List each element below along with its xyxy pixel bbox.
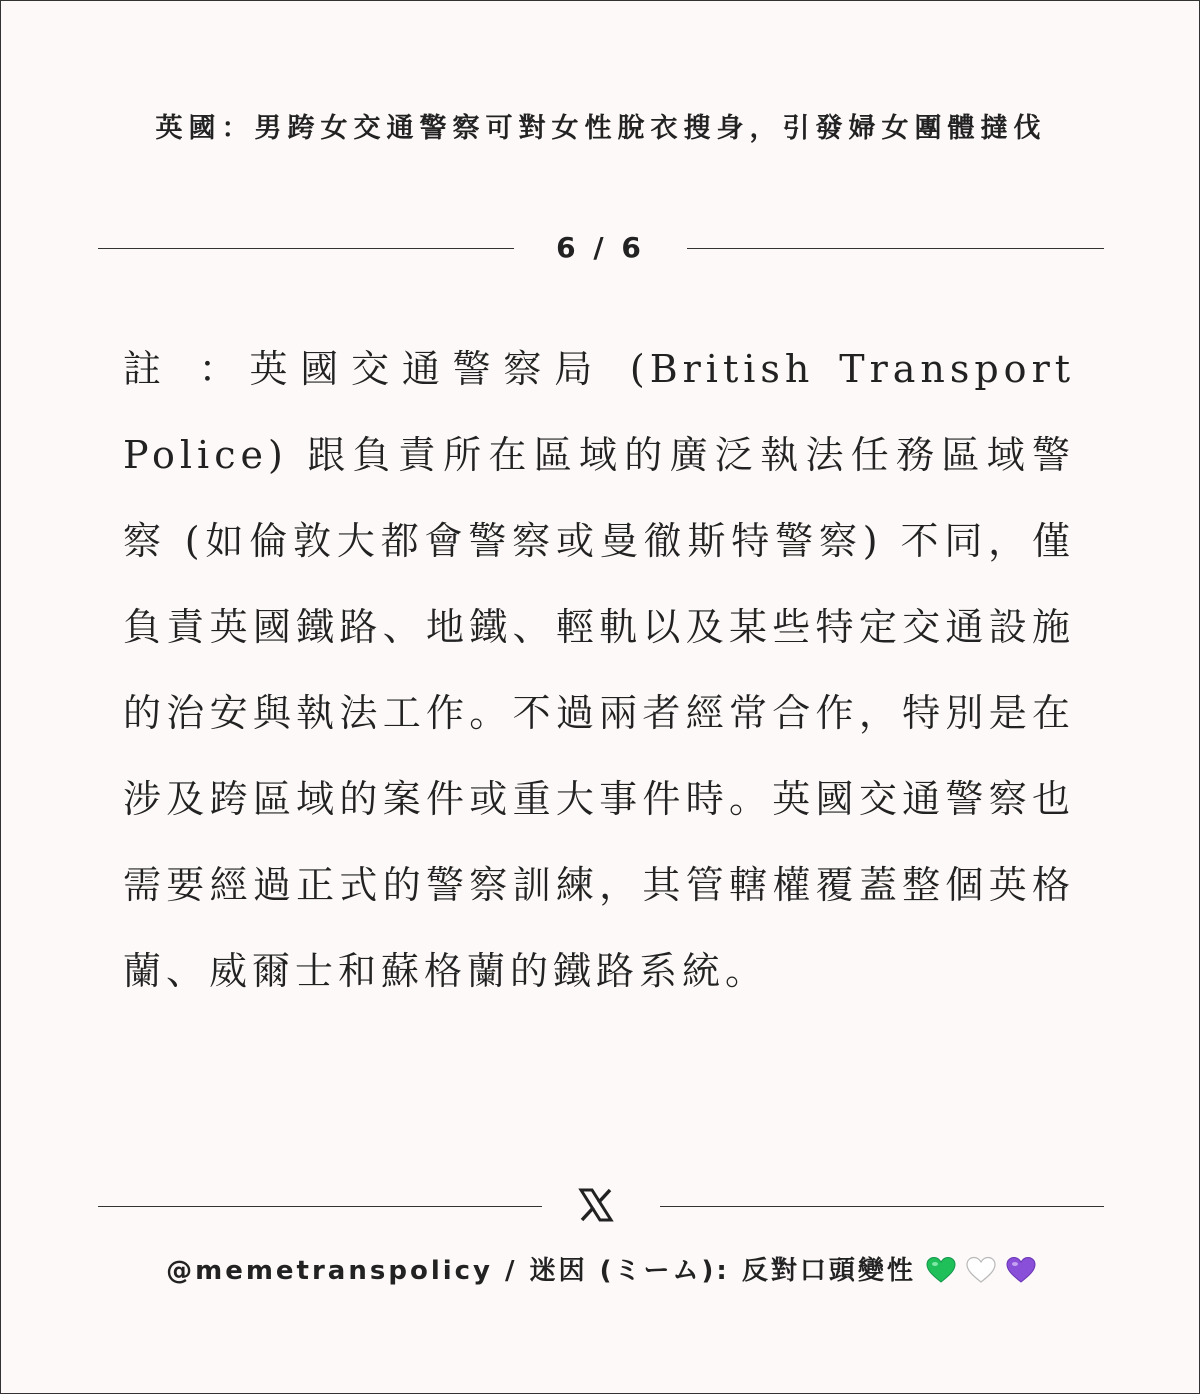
body-paragraph: 註 ：英國交通警察局 (British Transport Police) 跟負責所在區域的廣泛執法任務區域警察 (如倫敦大都會警察或曼徹斯特警察) 不同，僅負責英國鐵路、地鐵、輕軌以及某些特定交通設施的治安與執法工作。不過兩者經常合作，特別是在涉及跨區域的案件或重大事件時。英國交通警察也需要經過正式的警察訓練，其管轄權覆蓋整個英格蘭、威爾士和蘇格蘭的鐵路系統。: [123, 347, 1075, 993]
divider-right: [687, 248, 1104, 249]
account-credit: @memetranspolicy / 迷因 (ミーム): 反對口頭變性: [166, 1256, 916, 1286]
white-heart-icon: [966, 1256, 996, 1284]
page-indicator: 6 / 6: [556, 231, 645, 264]
page-indicator-row: [98, 223, 1104, 273]
page-title: 英國：男跨女交通警察可對女性脫衣搜身，引發婦女團體撻伐: [155, 113, 1047, 144]
x-logo-icon: [578, 1187, 614, 1223]
footer-divider-right: [660, 1206, 1104, 1207]
footer-credit: [81, 1251, 1121, 1291]
green-heart-icon: [926, 1256, 956, 1284]
footer-divider-row: [98, 1181, 1104, 1231]
footer-divider-left: [98, 1206, 542, 1207]
divider-left: [98, 248, 514, 249]
purple-heart-icon: [1006, 1256, 1036, 1284]
